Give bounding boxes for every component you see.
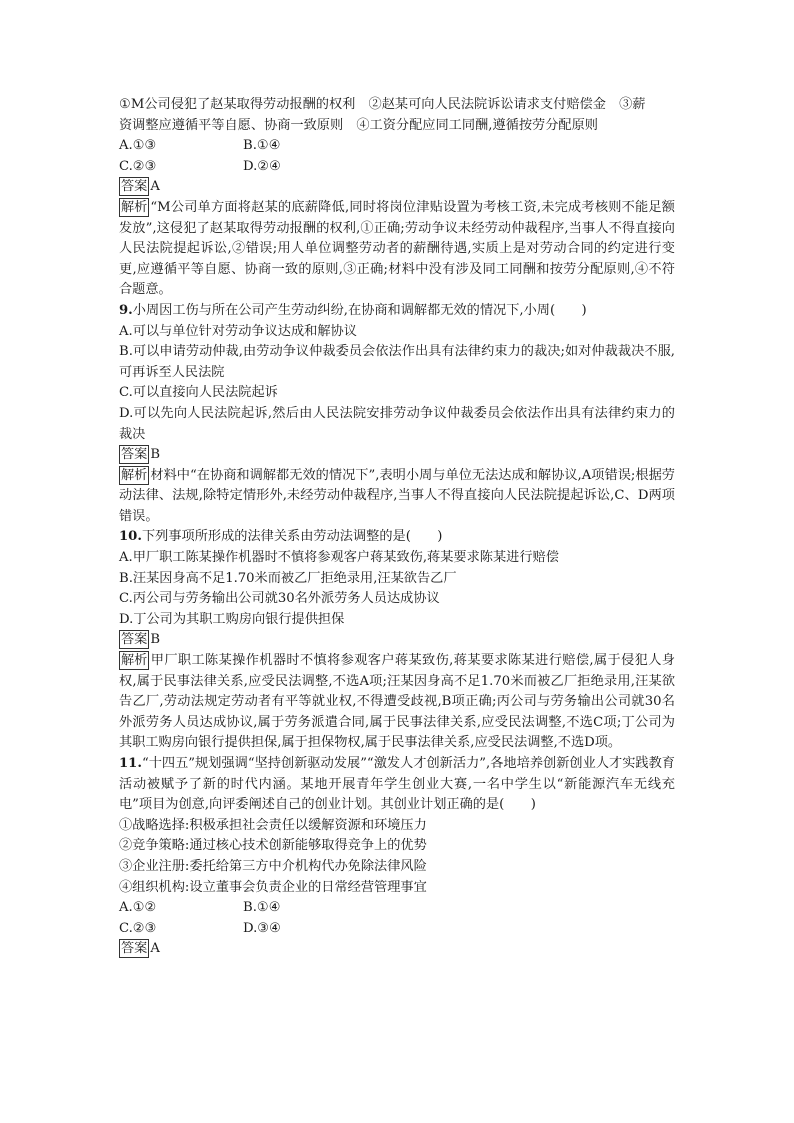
q9-option-b: B.可以申请劳动仲裁,由劳动争议仲裁委员会依法作出具有法律约束力的裁决;如对仲裁裁决不服,可再诉至人民法院 bbox=[119, 344, 675, 380]
q10-analysis bbox=[119, 651, 675, 754]
q11-number: 11. bbox=[119, 756, 142, 771]
q11-stem bbox=[119, 754, 675, 816]
q11-statement-3: ③企业注册:委托给第三方中介机构代办免除法律风险 bbox=[119, 858, 427, 874]
q11-statement-1: ①战略选择:积极承担社会责任以缓解资源和环境压力 bbox=[119, 817, 427, 833]
q10-answer-value: B bbox=[150, 632, 161, 648]
q8-analysis-text: “M公司单方面将赵某的底薪降低,同时将岗位津贴设置为考核工资,未完成考核则不能足额发放”,这侵犯了赵某取得劳动报酬的权利,①正确;劳动争议未经劳动仲裁程序,当事人不得直接向人民法院提起诉讼,②错误;用人单位调整劳动者的薪酬待遇,实质上是对劳动合同的约定进行变更,应遵循平等自愿、协商一致的原则,③正确;材料中没有涉及同工同酬和按劳分配原则,④不符合题意。 bbox=[119, 199, 675, 298]
q10-answer bbox=[119, 630, 675, 651]
q8-analysis bbox=[119, 198, 675, 301]
answer-tag: 答案 bbox=[121, 941, 148, 957]
q8-option-c: C.②③ bbox=[119, 158, 157, 174]
q8-option-a: A.①③ bbox=[119, 138, 157, 154]
q10-option-b: B.汪某因身高不足1.70米而被乙厂拒绝录用,汪某欲告乙厂 bbox=[119, 570, 457, 586]
q9-option-a: A.可以与单位针对劳动争议达成和解协议 bbox=[119, 323, 357, 339]
q8-option-d: D.②④ bbox=[243, 158, 281, 174]
q9-option-c: C.可以直接向人民法院起诉 bbox=[119, 385, 278, 401]
q9-stem bbox=[119, 301, 675, 322]
q8-statements-line2: 资调整应遵循平等自愿、协商一致原则 ④工资分配应同工同酬,遵循按劳分配原则 bbox=[119, 117, 598, 133]
q9-analysis bbox=[119, 466, 675, 528]
q11-stem-text: “十四五”规划强调“坚持创新驱动发展”“激发人才创新活力”,各地培养创新创业人才实践教育活动被赋予了新的时代内涵。某地开展青年学生创业大赛,一名中学生以“新能源汽车无线充电”项目为创意,向评委阐述自己的创业计划。其创业计划正确的是( ) bbox=[119, 756, 675, 813]
analysis-tag: 解析 bbox=[121, 199, 148, 215]
q9-option-d: D.可以先向人民法院起诉,然后由人民法院安排劳动争议仲裁委员会依法作出具有法律约束力的裁决 bbox=[119, 405, 675, 442]
q11-option-d: D.③④ bbox=[243, 920, 281, 936]
q8-answer bbox=[119, 177, 675, 198]
q10-option-a: A.甲厂职工陈某操作机器时不慎将参观客户蒋某致伤,蒋某要求陈某进行赔偿 bbox=[119, 550, 559, 566]
q9-answer bbox=[119, 445, 675, 466]
q11-option-c: C.②③ bbox=[119, 920, 157, 936]
q11-statement-4: ④组织机构:设立董事会负责企业的日常经营管理事宜 bbox=[119, 879, 427, 895]
answer-tag: 答案 bbox=[121, 632, 148, 648]
q11-answer bbox=[119, 939, 675, 960]
q10-analysis-text: 甲厂职工陈某操作机器时不慎将参观客户蒋某致伤,蒋某要求陈某进行赔偿,属于侵犯人身权,属于民事法律关系,应受民法调整,不选A项;汪某因身高不足1.70米而被乙厂拒绝录用,汪某欲告乙厂,劳动法规定劳动者有平等就业权,不得遭受歧视,B项正确;丙公司与劳务输出公司就30名外派劳务人员达成协议,属于劳务派遣合同,属于民事法律关系,应受民法调整,不选C项;丁公司为其职工购房向银行提供担保,属于担保物权,属于民事法律关系,应受民法调整,不选D项。 bbox=[119, 653, 675, 751]
q11-answer-value: A bbox=[150, 941, 160, 957]
q10-number: 10. bbox=[119, 529, 142, 545]
q9-number: 9. bbox=[119, 302, 133, 318]
q10-stem-text: 下列事项所形成的法律关系由劳动法调整的是( ) bbox=[141, 529, 443, 545]
q9-stem-text: 小周因工伤与所在公司产生劳动纠纷,在协商和调解都无效的情况下,小周( ) bbox=[132, 302, 587, 318]
answer-tag: 答案 bbox=[121, 447, 148, 463]
q11-options-row2 bbox=[119, 919, 675, 940]
q8-options-row1 bbox=[119, 136, 675, 157]
q11-option-a: A.①② bbox=[119, 900, 157, 916]
q11-option-b: B.①④ bbox=[243, 900, 281, 916]
q10-option-c: C.丙公司与劳务输出公司就30名外派劳务人员达成协议 bbox=[119, 591, 440, 607]
q8-answer-value: A bbox=[150, 179, 160, 195]
answer-tag: 答案 bbox=[121, 179, 148, 195]
document-page bbox=[119, 95, 675, 960]
q9-answer-value: B bbox=[150, 447, 161, 463]
q8-option-b: B.①④ bbox=[243, 138, 281, 154]
q10-stem bbox=[119, 527, 675, 548]
q10-option-d: D.丁公司为其职工购房向银行提供担保 bbox=[119, 611, 345, 627]
q8-options-row2 bbox=[119, 157, 675, 178]
analysis-tag: 解析 bbox=[121, 467, 148, 483]
q11-statement-2: ②竞争策略:通过核心技术创新能够取得竞争上的优势 bbox=[119, 838, 427, 854]
analysis-tag: 解析 bbox=[121, 653, 148, 669]
q11-options-row1 bbox=[119, 898, 675, 919]
q9-analysis-text: 材料中“在协商和调解都无效的情况下”,表明小周与单位无法达成和解协议,A项错误;根据劳动法律、法规,除特定情形外,未经劳动仲裁程序,当事人不得直接向人民法院提起诉讼,C、D两项错误。 bbox=[119, 467, 675, 524]
q8-statements-line1: ①M公司侵犯了赵某取得劳动报酬的权利 ②赵某可向人民法院诉讼请求支付赔偿金 ③薪 bbox=[119, 97, 646, 112]
